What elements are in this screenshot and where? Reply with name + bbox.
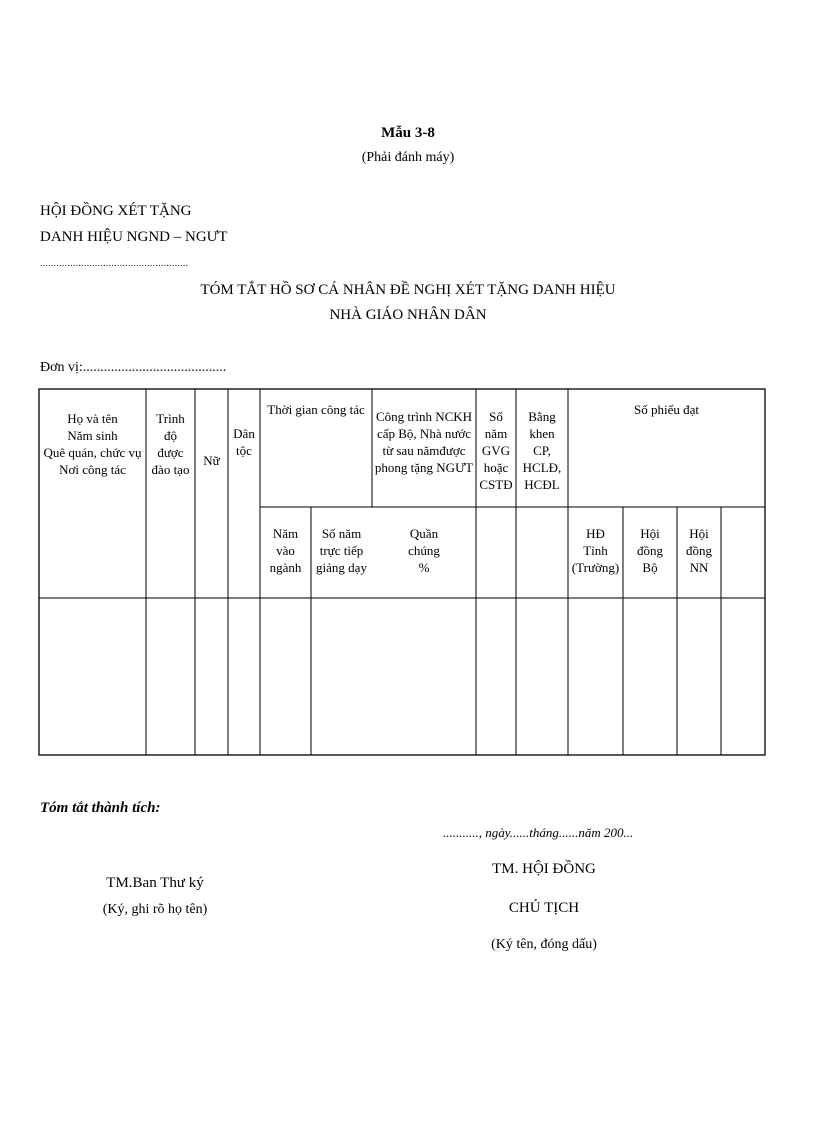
- subcol-ministry-council: [623, 525, 677, 576]
- document-title-line2: NHÀ GIÁO NHÂN DÂN: [329, 307, 487, 323]
- col-header-level-l1: Trình: [156, 411, 185, 426]
- subcol-ministry-l3: Bộ: [642, 560, 658, 575]
- col-header-awards-l5: HCĐL: [524, 477, 560, 492]
- council-name-line2: DANH HIỆU NGND – NGƯT: [40, 229, 228, 245]
- subcol-ministry-l2: đồng: [637, 543, 663, 558]
- col-header-female: Nữ: [203, 453, 220, 468]
- subcol-years-teaching-l3: giảng dạy: [316, 560, 367, 575]
- subcol-public-l2: chúng: [408, 543, 440, 558]
- subcol-province-council: [568, 525, 623, 576]
- subcol-ministry-l1: Hội: [640, 526, 660, 541]
- col-header-ethnic: [228, 425, 260, 459]
- subcol-years-teaching: [311, 525, 372, 576]
- subcol-public: [372, 525, 476, 576]
- secretary-title: TM.Ban Thư ký: [106, 875, 204, 891]
- subcol-province-l3: (Trường): [571, 560, 620, 575]
- chair-council-line: TM. HỘI ĐỒNG: [492, 861, 596, 877]
- col-header-years-gvg-l4: hoặc: [483, 460, 509, 475]
- col-header-years-gvg-l5: CSTĐ: [479, 477, 513, 492]
- col-header-awards-l2: khen: [529, 426, 555, 441]
- col-header-name-l2: Năm sinh: [67, 428, 118, 443]
- col-header-years-gvg-l3: GVG: [481, 443, 511, 458]
- form-note: (Phải đánh máy): [361, 150, 455, 165]
- col-header-worktime: Thời gian công tác: [267, 402, 365, 417]
- col-header-awards-l4: HCLĐ,: [522, 460, 562, 475]
- council-dotted-line: ......................................................: [40, 258, 189, 268]
- chair-signature-note: (Ký tên, đóng dấu): [491, 937, 597, 952]
- col-header-awards-l3: CP,: [533, 443, 551, 458]
- form-code: Mẫu 3-8: [381, 125, 435, 141]
- subcol-years-teaching-l2: trực tiếp: [319, 543, 364, 558]
- col-header-ethnic-l1: Dân: [233, 426, 255, 441]
- col-header-research: [372, 408, 476, 476]
- subcol-year-entry-l2: vào: [276, 543, 295, 558]
- subcol-year-entry-l1: Năm: [272, 526, 299, 541]
- document-title-line1: TÓM TẮT HỒ SƠ CÁ NHÂN ĐỀ NGHỊ XÉT TẶNG DANH HIỆU: [200, 282, 616, 298]
- col-header-years-gvg-l1: Số: [489, 409, 503, 424]
- col-header-ethnic-l2: tộc: [236, 443, 252, 458]
- col-header-name-l4: Nơi công tác: [59, 462, 126, 477]
- col-header-research-l1: Công trình NCKH: [375, 409, 473, 424]
- col-header-level-l4: đào tạo: [151, 462, 190, 477]
- col-header-years-gvg: [476, 408, 516, 493]
- chair-title: CHỦ TỊCH: [508, 900, 580, 916]
- col-header-research-l3: từ sau nămđược: [382, 443, 466, 458]
- council-name-line1: HỘI ĐỒNG XÉT TẶNG: [40, 203, 192, 219]
- subcol-public-l1: Quần: [409, 526, 439, 541]
- col-header-level-l3: được: [157, 445, 184, 460]
- col-header-research-l4: phong tặng NGƯT: [374, 460, 474, 475]
- col-header-years-gvg-l2: năm: [484, 426, 508, 441]
- col-header-name-l3: Quê quán, chức vụ: [43, 445, 142, 460]
- subcol-years-teaching-l1: Số năm: [321, 526, 362, 541]
- secretary-signature-note: (Ký, ghi rõ họ tên): [102, 902, 208, 917]
- col-header-awards: [516, 408, 568, 493]
- col-header-research-l2: cấp Bộ, Nhà nước: [376, 426, 472, 441]
- achievements-label: Tóm tắt thành tích:: [40, 800, 161, 816]
- subcol-year-entry: [260, 525, 311, 576]
- col-header-awards-l1: Bằng: [528, 409, 556, 424]
- col-header-name: [39, 410, 146, 478]
- col-header-level: [146, 410, 195, 478]
- col-header-level-l2: độ: [164, 428, 177, 443]
- subcol-year-entry-l3: ngành: [269, 560, 302, 575]
- unit-label: Đơn vị:.........................................: [40, 360, 227, 375]
- date-line: ..........., ngày......tháng......năm 200...: [443, 825, 634, 840]
- subcol-province-l2: Tỉnh: [583, 543, 608, 558]
- subcol-national-l3: NN: [689, 560, 709, 575]
- subcol-province-l1: HĐ: [586, 526, 605, 541]
- subcol-national-l1: Hội: [689, 526, 709, 541]
- subcol-public-l3: %: [418, 560, 430, 575]
- subcol-national-council: [677, 525, 721, 576]
- col-header-name-l1: Họ và tên: [67, 411, 118, 426]
- col-header-votes: Số phiếu đạt: [634, 402, 699, 417]
- subcol-national-l2: đồng: [686, 543, 712, 558]
